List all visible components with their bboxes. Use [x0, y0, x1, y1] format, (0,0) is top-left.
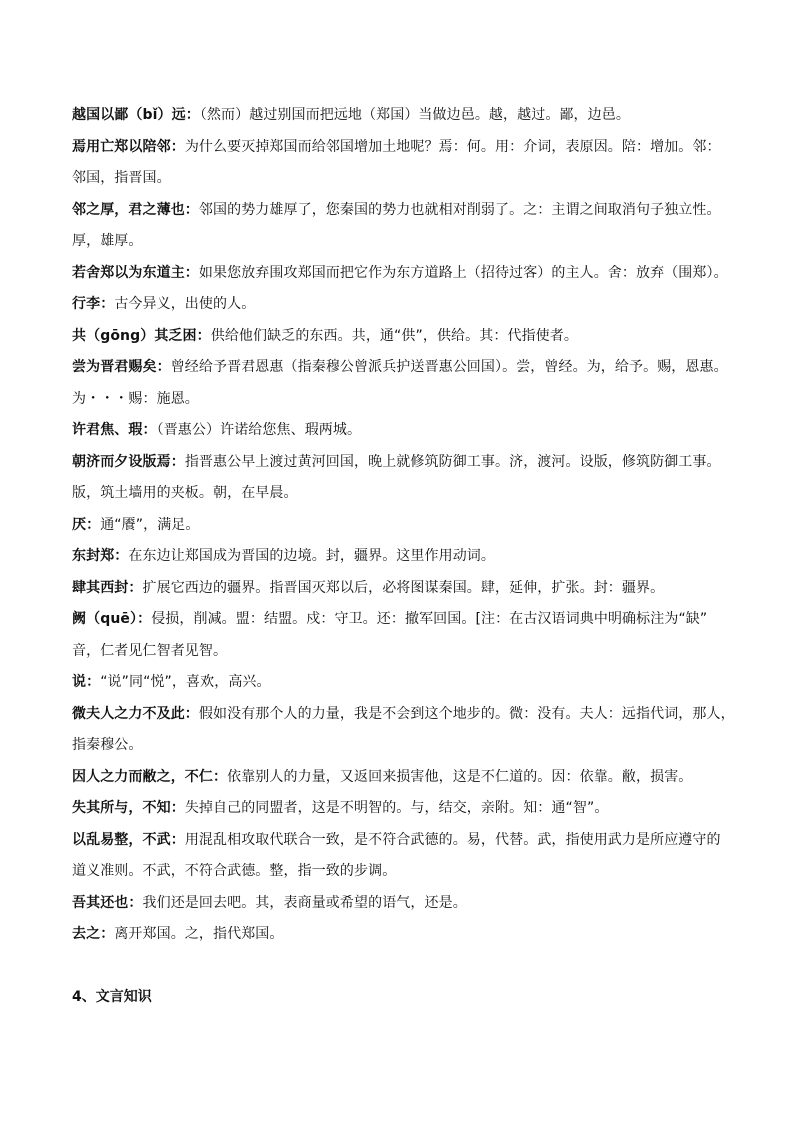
annotation-term: 微夫人之力不及此：	[72, 705, 199, 722]
annotation-continuation	[72, 226, 732, 258]
annotation-entry	[72, 447, 732, 479]
annotation-text: （晋惠公）许诺给您焦、瑕两城。	[156, 422, 362, 438]
annotation-text: 侵损，削减。盟：结盟。戍：守卫。还：撤军回国。[注：在古汉语词典中明确标注为“缺”	[151, 611, 708, 627]
annotation-entry	[72, 793, 732, 825]
annotation-text: 音，仁者见仁智者见智。	[72, 642, 228, 659]
annotation-term: 吾其还也：	[72, 894, 143, 911]
annotation-term: 若舍郑以为东道主：	[72, 264, 199, 281]
annotation-text: 用混乱相攻取代联合一致，是不符合武德的。易，代替。武，指使用武力是所应遵守的	[184, 831, 721, 848]
annotation-term: 越国以鄙（bǐ）远：	[72, 107, 200, 123]
annotation-text: 失掉自己的同盟者，这是不明智的。与，结交，亲附。知：通“智”。	[184, 800, 609, 816]
annotation-term: 行李：	[72, 296, 115, 312]
annotation-entry	[72, 321, 732, 353]
annotation-entry	[72, 510, 732, 542]
annotation-text: 为・・・赐：施恩。	[72, 390, 199, 407]
section-heading: 4、文言知识	[72, 989, 152, 1005]
annotation-text: 我们还是回去吧。其，表商量或希望的语气，还是。	[142, 894, 467, 911]
annotation-term: 焉用亡郑以陪邻：	[72, 138, 185, 155]
annotation-entry	[72, 762, 732, 794]
annotation-text: 通“餍”，满足。	[100, 516, 200, 533]
annotation-text: 扩展它西边的疆界。指晋国灭郑以后，必将图谋秦国。肆，延伸，扩张。封：疆界。	[142, 579, 665, 596]
annotation-term: 朝济而夕设版焉：	[72, 453, 185, 470]
annotation-term: 许君焦、瑕：	[72, 422, 157, 438]
annotation-term: 厌：	[72, 516, 101, 533]
annotation-text: 指晋惠公早上渡过黄河回国，晚上就修筑防御工事。济，渡河。设版，修筑防御工事。	[184, 453, 721, 470]
annotation-text: 古今异义，出使的人。	[114, 296, 256, 312]
annotation-text: 曾经给予晋君恩惠（指秦穆公曾派兵护送晋惠公回国）。尝，曾经。为，给予。赐，恩惠。	[170, 359, 728, 375]
annotation-entry	[72, 195, 732, 227]
annotation-term: 共（gōng）其乏困：	[72, 327, 211, 344]
annotation-entry	[72, 667, 732, 699]
annotation-entry	[72, 825, 732, 857]
annotation-entry	[72, 604, 732, 636]
annotation-text: 厚，雄厚。	[72, 233, 143, 249]
annotation-text: 指秦穆公。	[72, 737, 143, 753]
annotation-term: 以乱易整，不武：	[72, 831, 185, 848]
annotation-text: 供给他们缺乏的东西。共，通“供”，供给。其：代指使者。	[210, 327, 578, 344]
annotation-text: 道义准则。不武，不符合武德。整，指一致的步调。	[72, 863, 397, 879]
annotation-term: 东封郑：	[72, 548, 129, 564]
annotation-entry	[72, 100, 732, 132]
annotation-term: 失其所与，不知：	[72, 800, 185, 816]
annotation-entry	[72, 699, 735, 731]
annotation-entry	[72, 573, 732, 605]
annotation-text: 邻国，指晋国。	[72, 170, 171, 186]
annotation-list	[72, 100, 735, 951]
annotation-term: 尝为晋君赐矣：	[72, 359, 171, 375]
annotation-text: 版，筑土墙用的夹板。朝，在早晨。	[72, 485, 298, 501]
annotation-continuation	[72, 478, 732, 510]
annotation-entry	[72, 888, 732, 920]
annotation-term: 说：	[72, 674, 101, 690]
annotation-text: 依靠别人的力量，又返回来损害他，这是不仁道的。因：依靠。敝，损害。	[227, 768, 693, 785]
annotation-entry	[72, 415, 732, 447]
annotation-text: 离开郑国。之，指代郑国。	[114, 926, 284, 942]
annotation-entry	[72, 541, 732, 573]
annotation-term: 因人之力而敝之，不仁：	[72, 768, 228, 785]
annotation-text: （然而）越过别国而把远地（郑国）当做边邑。越，越过。鄙，边邑。	[199, 107, 630, 123]
annotation-text: 假如没有那个人的力量，我是不会到这个地步的。微：没有。夫人：远指代词，那人，	[198, 705, 735, 722]
annotation-continuation	[72, 384, 732, 416]
annotation-continuation	[72, 636, 732, 668]
annotation-text: 在东边让郑国成为晋国的边境。封，疆界。这里作用动词。	[128, 548, 496, 564]
annotation-text: 邻国的势力雄厚了，您秦国的势力也就相对削弱了。之：主谓之间取消句子独立性。	[198, 201, 721, 218]
annotation-entry	[72, 258, 732, 290]
annotation-term: 阙（quē）：	[72, 611, 152, 627]
annotation-text: “说”同“悦”，喜欢，高兴。	[100, 674, 271, 690]
annotation-continuation	[72, 856, 732, 888]
annotation-text: 为什么要灭掉郑国而给邻国增加土地呢？焉：何。用：介词，表原因。陪：增加。邻：	[184, 138, 721, 155]
annotation-term: 肆其西封：	[72, 579, 143, 596]
annotation-entry	[72, 132, 732, 164]
annotation-entry	[72, 919, 732, 951]
annotation-entry	[72, 289, 732, 321]
annotation-term: 去之：	[72, 926, 115, 942]
annotation-continuation	[72, 730, 732, 762]
annotation-entry	[72, 352, 732, 384]
annotation-text: 如果您放弃围攻郑国而把它作为东方道路上（招待过客）的主人。舍：放弃（围郑）。	[198, 264, 728, 281]
annotation-term: 邻之厚，君之薄也：	[72, 201, 199, 218]
annotation-continuation	[72, 163, 732, 195]
